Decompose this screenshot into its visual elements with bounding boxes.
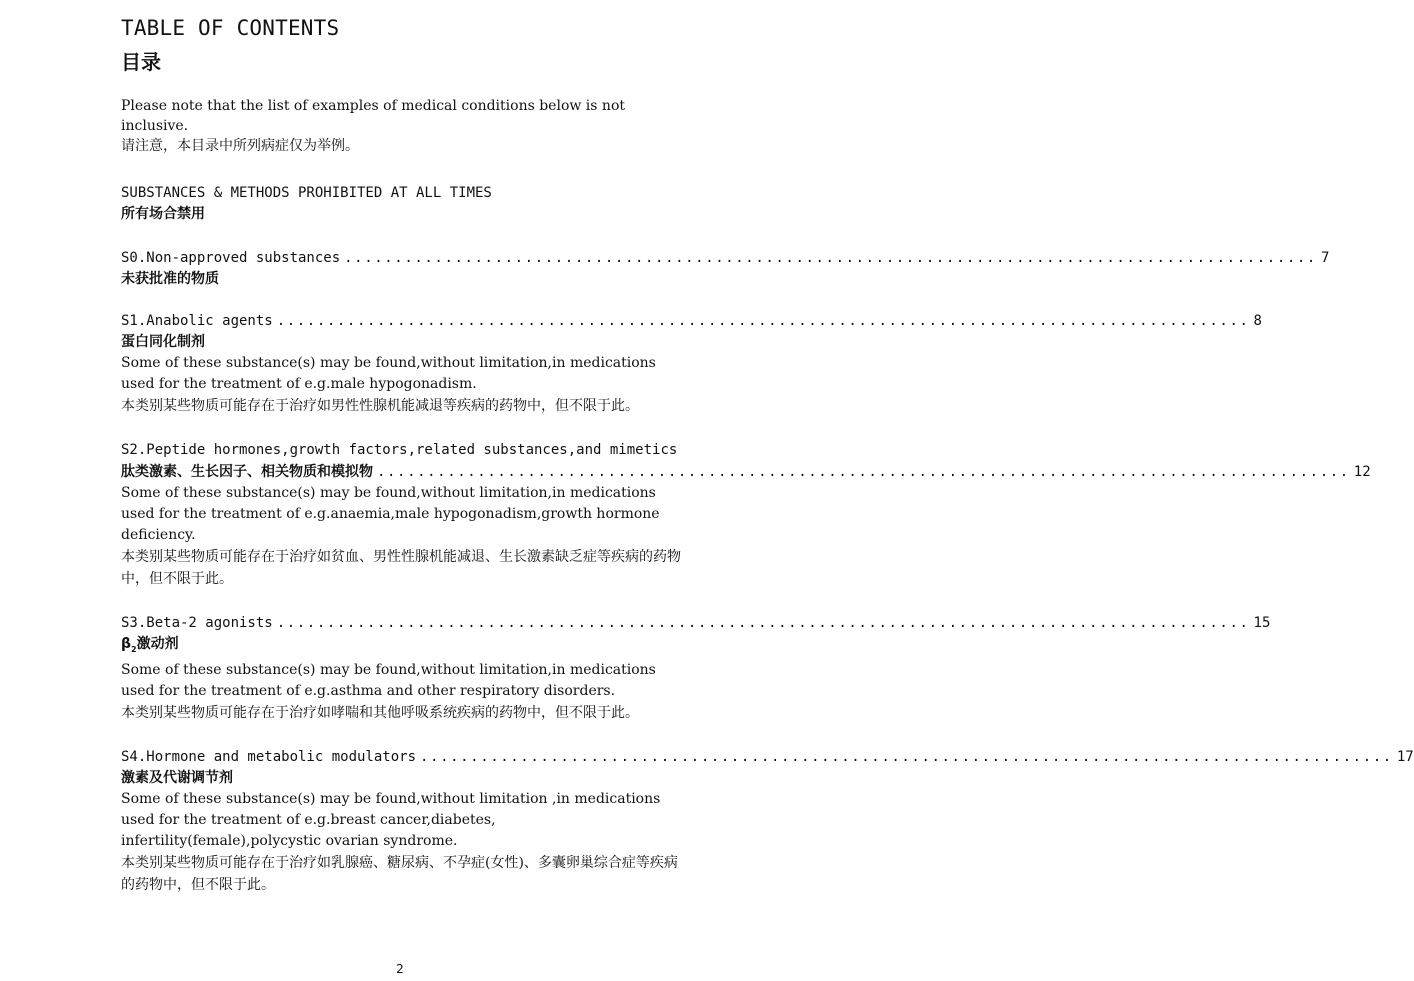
dot-leader: ................................................................................................. [344, 250, 1317, 266]
dot-leader: ................................................................................................. [276, 615, 1250, 631]
toc-entry-line[interactable] [121, 746, 1414, 768]
toc-entry-label-chinese[interactable]: 肽类激素、生长因子、相关物质和模拟物 [121, 464, 373, 480]
note-english: Please note that the list of examples of medical conditions below is not inclusive. [121, 98, 625, 134]
toc-entry-description: Some of these substance(s) may be found,without limitation,in medications used for the treatment of e.g.anaemia,male hypogonadism,growth hormone deficiency. [121, 485, 660, 543]
toc-entry-s3[interactable] [121, 612, 1271, 724]
toc-entry-label-chinese: 蛋白同化制剂 [121, 334, 205, 350]
toc-entry-s0[interactable] [121, 247, 1330, 290]
toc-entry-line[interactable] [121, 247, 1330, 269]
dot-leader: ................................................................................................. [420, 748, 1393, 765]
toc-entry-label-chinese-text: 激动剂 [136, 636, 179, 652]
toc-entry-label-chinese: 未获批准的物质 [121, 271, 219, 287]
beta-symbol: β [121, 636, 132, 652]
toc-page-number[interactable]: 12 [1353, 464, 1371, 480]
toc-entry-description: Some of these substance(s) may be found,without limitation,in medications used for the treatment of e.g.male hypogonadism. [121, 355, 656, 392]
section-heading-chinese: 所有场合禁用 [121, 206, 205, 222]
page-number: 2 [396, 962, 404, 976]
toc-entry-label[interactable]: S2.Peptide hormones,growth factors,related substances,and mimetics [121, 442, 678, 458]
toc-entry-label[interactable]: S1.Anabolic agents [121, 313, 273, 329]
beta-subscript: 2 [131, 644, 137, 654]
page-title-chinese: 目录 [121, 50, 161, 74]
toc-entry-description: Some of these substance(s) may be found,without limitation,in medications used for the treatment of e.g.asthma and other respiratory disorders. [121, 661, 656, 699]
toc-entry-line[interactable] [121, 310, 1262, 332]
toc-entry-s4[interactable] [121, 746, 1414, 896]
toc-entry-line[interactable] [121, 461, 1371, 483]
page-title: TABLE OF CONTENTS [121, 16, 340, 40]
toc-entry-s1[interactable] [121, 310, 1262, 417]
document-page [121, 14, 1414, 896]
toc-entry-label[interactable]: S0.Non-approved substances [121, 250, 341, 266]
section-heading-english: SUBSTANCES & METHODS PROHIBITED AT ALL TIMES [121, 185, 492, 201]
toc-entry-label[interactable]: S4.Hormone and metabolic modulators [121, 748, 417, 765]
toc-entry-description-chinese: 本类别某些物质可能存在于治疗如乳腺癌、糖尿病、不孕症(女性)、多囊卵巢综合症等疾病的药物中，但不限于此。 [121, 854, 678, 893]
toc-page-number[interactable]: 17 [1396, 748, 1414, 765]
toc-entry-description: Some of these substance(s) may be found,without limitation ,in medications used for the treatment of e.g.breast cancer,diabetes, infertility(female),polycystic ovarian syndrome. [121, 790, 661, 849]
dot-leader: ................................................................................................. [377, 464, 1350, 480]
dot-leader: ................................................................................................. [276, 313, 1250, 329]
toc-entry-description-chinese: 本类别某些物质可能存在于治疗如贫血、男性性腺机能减退、生长激素缺乏症等疾病的药物中，但不限于此。 [121, 549, 681, 587]
toc-entry-s2[interactable] [121, 439, 1371, 590]
toc-entry-description-chinese: 本类别某些物质可能存在于治疗如男性性腺机能减退等疾病的药物中，但不限于此。 [121, 398, 639, 414]
section-heading [121, 183, 681, 225]
toc-entry-label-chinese: 激素及代谢调节剂 [121, 769, 233, 786]
toc-page-number[interactable]: 15 [1253, 615, 1271, 631]
toc-entry-label-chinese [121, 634, 681, 660]
toc-page-number[interactable]: 7 [1320, 250, 1330, 266]
note-chinese: 请注意，本目录中所列病症仅为举例。 [121, 138, 359, 154]
inclusion-note [121, 96, 681, 157]
toc-entry-label[interactable]: S3.Beta-2 agonists [121, 615, 273, 631]
toc-page-number[interactable]: 8 [1253, 313, 1262, 329]
toc-entry-line[interactable] [121, 612, 1271, 634]
toc-entry-description-chinese: 本类别某些物质可能存在于治疗如哮喘和其他呼吸系统疾病的药物中，但不限于此。 [121, 704, 639, 721]
